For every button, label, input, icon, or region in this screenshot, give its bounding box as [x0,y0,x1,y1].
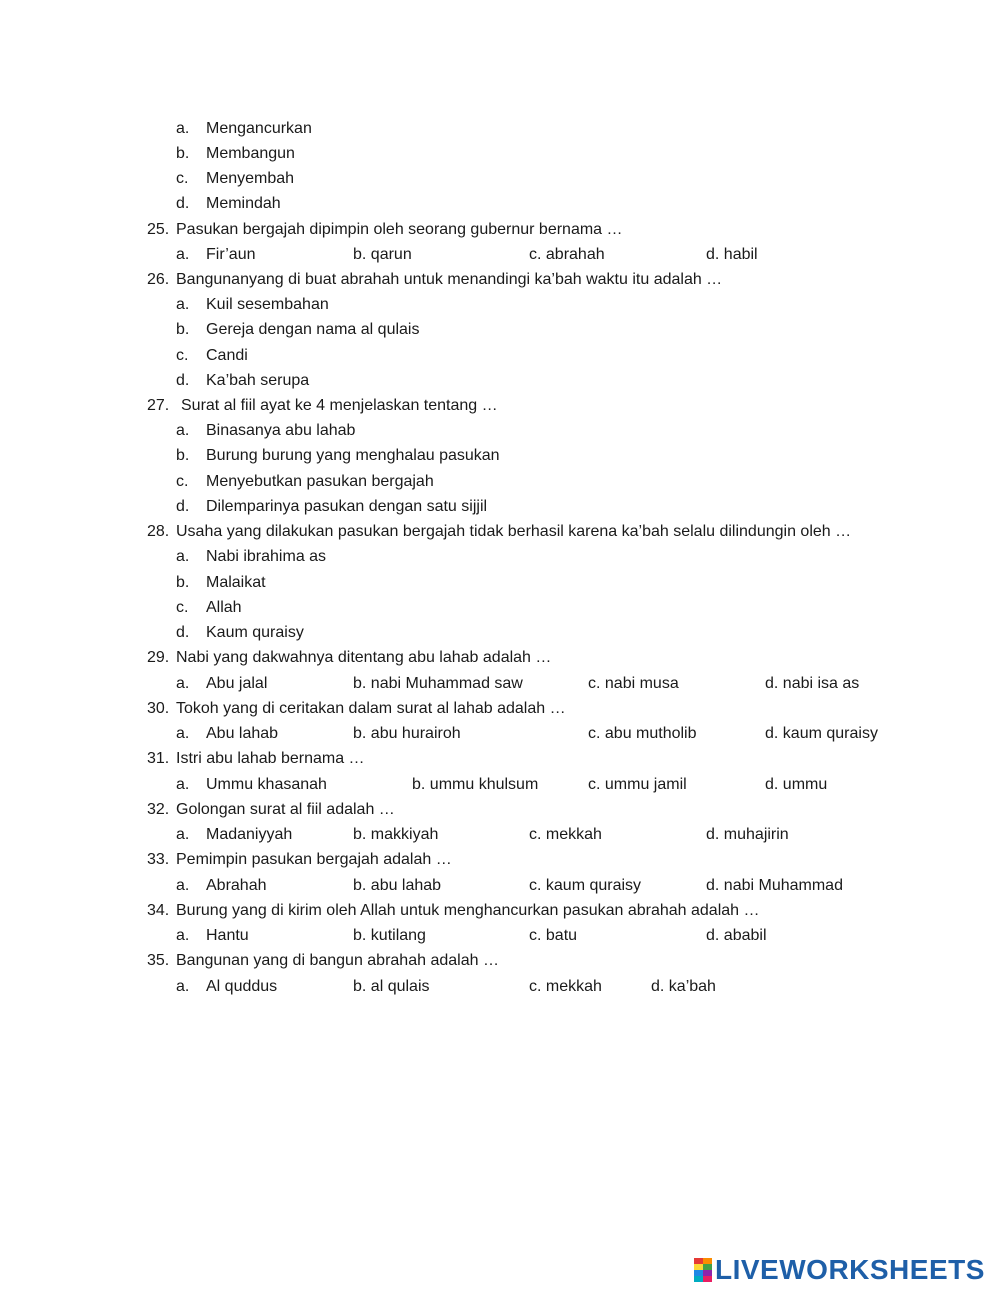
option-letter: a. [176,826,190,843]
text-line: Ummu khasanah [206,776,327,793]
text-line: Istri abu lahab bernama … [176,750,365,767]
text-line: d. ummu [765,776,828,793]
text-line: Abrahah [206,877,267,894]
question-number: 31. [147,750,170,767]
text-line: b. nabi Muhammad saw [353,675,523,692]
text-line: d. ababil [706,927,767,944]
question-number: 28. [147,523,170,540]
text-line: Membangun [206,145,295,162]
liveworksheets-logo[interactable] [694,1254,985,1286]
text-line: Abu lahab [206,725,279,742]
text-line: Tokoh yang di ceritakan dalam surat al lahab adalah … [176,700,566,717]
text-line: b. makkiyah [353,826,439,843]
question-number: 27. [147,397,170,414]
option-letter: a. [176,978,190,995]
text-line: c. abrahah [529,246,605,263]
question-number: 30. [147,700,170,717]
text-line: d. kaum quraisy [765,725,878,742]
text-line: b. abu lahab [353,877,442,894]
option-letter: b. [176,321,190,338]
text-line: d. habil [706,246,758,263]
text-line: Nabi ibrahima as [206,548,327,565]
text-line: Pemimpin pasukan bergajah adalah … [176,851,452,868]
option-letter: a. [176,120,190,137]
text-line: Binasanya abu lahab [206,422,356,439]
text-line: Kaum quraisy [206,624,304,641]
text-line: Burung burung yang menghalau pasukan [206,447,500,464]
option-letter: d. [176,624,190,641]
option-letter: c. [176,170,189,187]
option-letter: c. [176,473,189,490]
text-line: d. ka’bah [651,978,716,995]
text-line: Allah [206,599,242,616]
text-line: Dilemparinya pasukan dengan satu sijjil [206,498,488,515]
text-line: Nabi yang dakwahnya ditentang abu lahab adalah … [176,649,552,666]
option-letter: c. [176,347,189,364]
option-letter: d. [176,498,190,515]
text-line: Burung yang di kirim oleh Allah untuk menghancurkan pasukan abrahah adalah … [176,902,760,919]
option-letter: a. [176,675,190,692]
question-number: 26. [147,271,170,288]
text-line: Ka’bah serupa [206,372,310,389]
text-line: b. qarun [353,246,412,263]
question-number: 25. [147,221,170,238]
option-letter: d. [176,372,190,389]
option-letter: a. [176,422,190,439]
text-line: Hantu [206,927,249,944]
text-line: c. abu mutholib [588,725,697,742]
text-line: d. nabi isa as [765,675,860,692]
option-letter: a. [176,548,190,565]
logo-icon-block [694,1276,703,1282]
text-line: c. nabi musa [588,675,679,692]
text-line: Abu jalal [206,675,268,692]
question-number: 33. [147,851,170,868]
text-line: c. kaum quraisy [529,877,642,894]
text-line: Surat al fiil ayat ke 4 menjelaskan tentang … [181,397,498,414]
text-line: Madaniyyah [206,826,293,843]
text-line: Menyebutkan pasukan bergajah [206,473,434,490]
text-line: b. kutilang [353,927,426,944]
text-line: Pasukan bergajah dipimpin oleh seorang gubernur bernama … [176,221,623,238]
text-line: Memindah [206,195,281,212]
text-line: Golongan surat al fiil adalah … [176,801,395,818]
logo-icon-block [703,1276,712,1282]
text-line: c. mekkah [529,978,602,995]
text-line: Bangunan yang di bangun abrahah adalah … [176,952,499,969]
option-letter: a. [176,927,190,944]
text-line: Kuil sesembahan [206,296,329,313]
text-line: Usaha yang dilakukan pasukan bergajah tidak berhasil karena ka’bah selalu dilindungin oleh … [176,523,852,540]
text-line: c. batu [529,927,578,944]
question-number: 35. [147,952,170,969]
liveworksheets-icon [694,1258,712,1282]
text-line: Menyembah [206,170,295,187]
text-line: b. ummu khulsum [412,776,539,793]
option-letter: a. [176,725,190,742]
option-letter: b. [176,145,190,162]
text-line: Fir’aun [206,246,256,263]
text-line: Al quddus [206,978,278,995]
option-letter: a. [176,877,190,894]
text-line: Mengancurkan [206,120,312,137]
text-line: Candi [206,347,248,364]
question-number: 34. [147,902,170,919]
question-number: 32. [147,801,170,818]
text-line: Gereja dengan nama al qulais [206,321,420,338]
option-letter: a. [176,246,190,263]
text-line: Malaikat [206,574,266,591]
text-line: b. abu hurairoh [353,725,461,742]
text-line: Bangunanyang di buat abrahah untuk menandingi ka’bah waktu itu adalah … [176,271,723,288]
text-line: d. muhajirin [706,826,789,843]
text-line: d. nabi Muhammad [706,877,843,894]
text-line: c. ummu jamil [588,776,687,793]
option-letter: c. [176,599,189,616]
text-line: b. al qulais [353,978,430,995]
option-letter: a. [176,296,190,313]
option-letter: b. [176,447,190,464]
question-number: 29. [147,649,170,666]
text-line: c. mekkah [529,826,602,843]
option-letter: d. [176,195,190,212]
option-letter: a. [176,776,190,793]
logo-text: LIVEWORKSHEETS [715,1254,985,1285]
option-letter: b. [176,574,190,591]
